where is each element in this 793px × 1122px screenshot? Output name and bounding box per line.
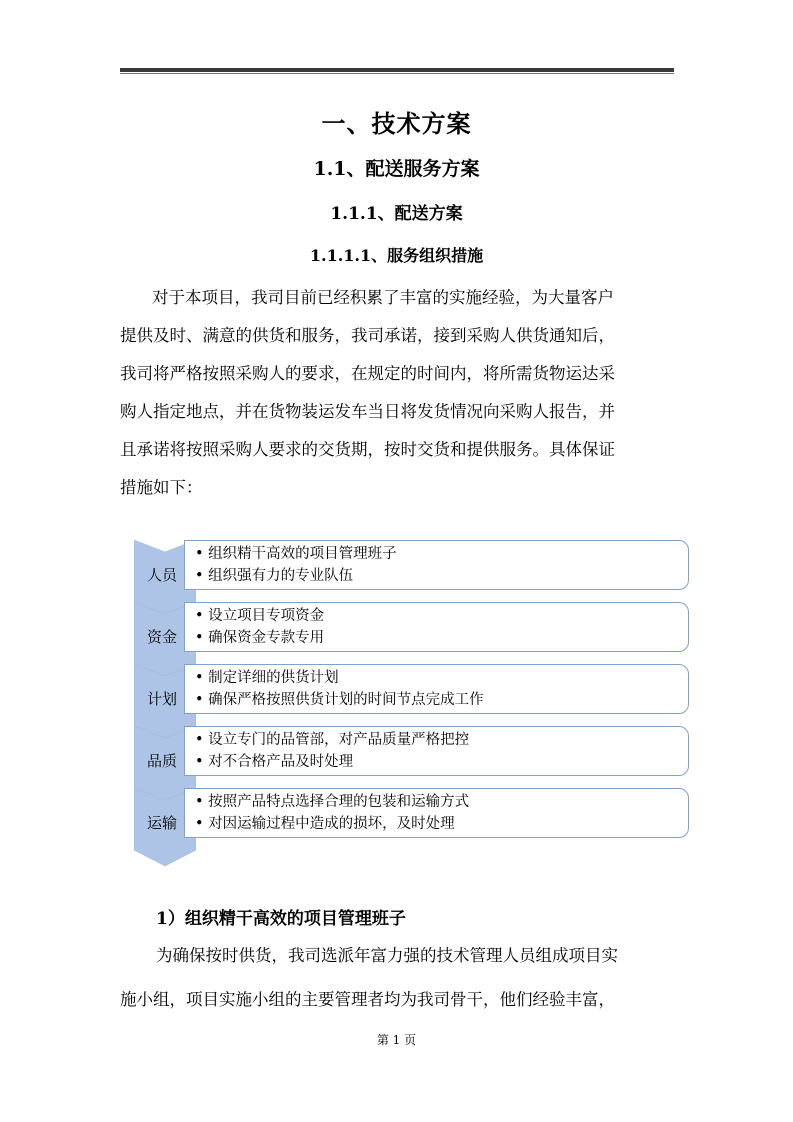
bullet-item: • 确保严格按照供货计划的时间节点完成工作 xyxy=(195,692,484,708)
bullet-list xyxy=(195,605,324,649)
diagram-item-personnel xyxy=(124,540,690,610)
bullet-list xyxy=(195,543,397,587)
paragraph-line: 提供及时、满意的供货和服务，我司承诺，接到采购人供货通知后， xyxy=(120,326,615,345)
paragraph-line: 且承诺将按照采购人要求的交货期，按时交货和提供服务。具体保证 xyxy=(120,440,615,459)
diagram-item-funds xyxy=(124,602,690,672)
measures-diagram xyxy=(124,540,690,870)
header-rule-thin xyxy=(120,73,674,74)
bullet-item: • 设立专门的品管部，对产品质量严格把控 xyxy=(195,732,470,748)
bullet-item: • 组织精干高效的项目管理班子 xyxy=(195,546,397,562)
paragraph-line: 措施如下： xyxy=(120,478,203,497)
bullet-list xyxy=(195,729,469,773)
page-number: 第 1 页 xyxy=(376,1033,417,1047)
diagram-box xyxy=(184,788,689,838)
bullet-list xyxy=(195,667,484,711)
diagram-item-transport xyxy=(124,788,690,858)
bullet-item: • 按照产品特点选择合理的包装和运输方式 xyxy=(195,794,470,810)
diagram-box xyxy=(184,540,689,590)
diagram-item-plan xyxy=(124,664,690,734)
diagram-label: 资金 xyxy=(146,628,177,646)
bullet-item: • 对不合格产品及时处理 xyxy=(195,754,354,770)
diagram-box xyxy=(184,602,689,652)
bullet-list xyxy=(195,791,469,835)
diagram-box xyxy=(184,726,689,776)
heading-2: 1.1、配送服务方案 xyxy=(313,158,480,180)
heading-3: 1.1.1、配送方案 xyxy=(330,204,463,224)
subheading: 1）组织精干高效的项目管理班子 xyxy=(156,909,406,929)
paragraph-line: 施小组，项目实施小组的主要管理者均为我司骨干，他们经验丰富， xyxy=(120,990,615,1009)
diagram-label: 运输 xyxy=(146,814,177,832)
bullet-item: • 组织强有力的专业队伍 xyxy=(195,568,354,584)
paragraph-line: 购人指定地点，并在货物装运发车当日将发货情况向采购人报告，并 xyxy=(120,402,615,421)
bullet-item: • 确保资金专款专用 xyxy=(195,630,325,646)
diagram-box xyxy=(184,664,689,714)
diagram-label: 人员 xyxy=(146,566,177,584)
heading-1: 一、技术方案 xyxy=(321,109,472,138)
diagram-item-quality xyxy=(124,726,690,796)
diagram-label: 品质 xyxy=(146,752,177,770)
bullet-item: • 设立项目专项资金 xyxy=(195,608,325,624)
paragraph-line: 为确保按时供货，我司选派年富力强的技术管理人员组成项目实 xyxy=(156,946,618,965)
heading-4: 1.1.1.1、服务组织措施 xyxy=(309,246,484,265)
paragraph-line: 我司将严格按照采购人的要求，在规定的时间内，将所需货物运达采 xyxy=(120,364,615,383)
diagram-label: 计划 xyxy=(146,690,177,708)
header-rule xyxy=(120,68,674,72)
paragraph-line: 对于本项目，我司目前已经积累了丰富的实施经验，为大量客户 xyxy=(152,288,614,307)
bullet-item: • 对因运输过程中造成的损坏，及时处理 xyxy=(195,816,455,832)
bullet-item: • 制定详细的供货计划 xyxy=(195,670,339,686)
